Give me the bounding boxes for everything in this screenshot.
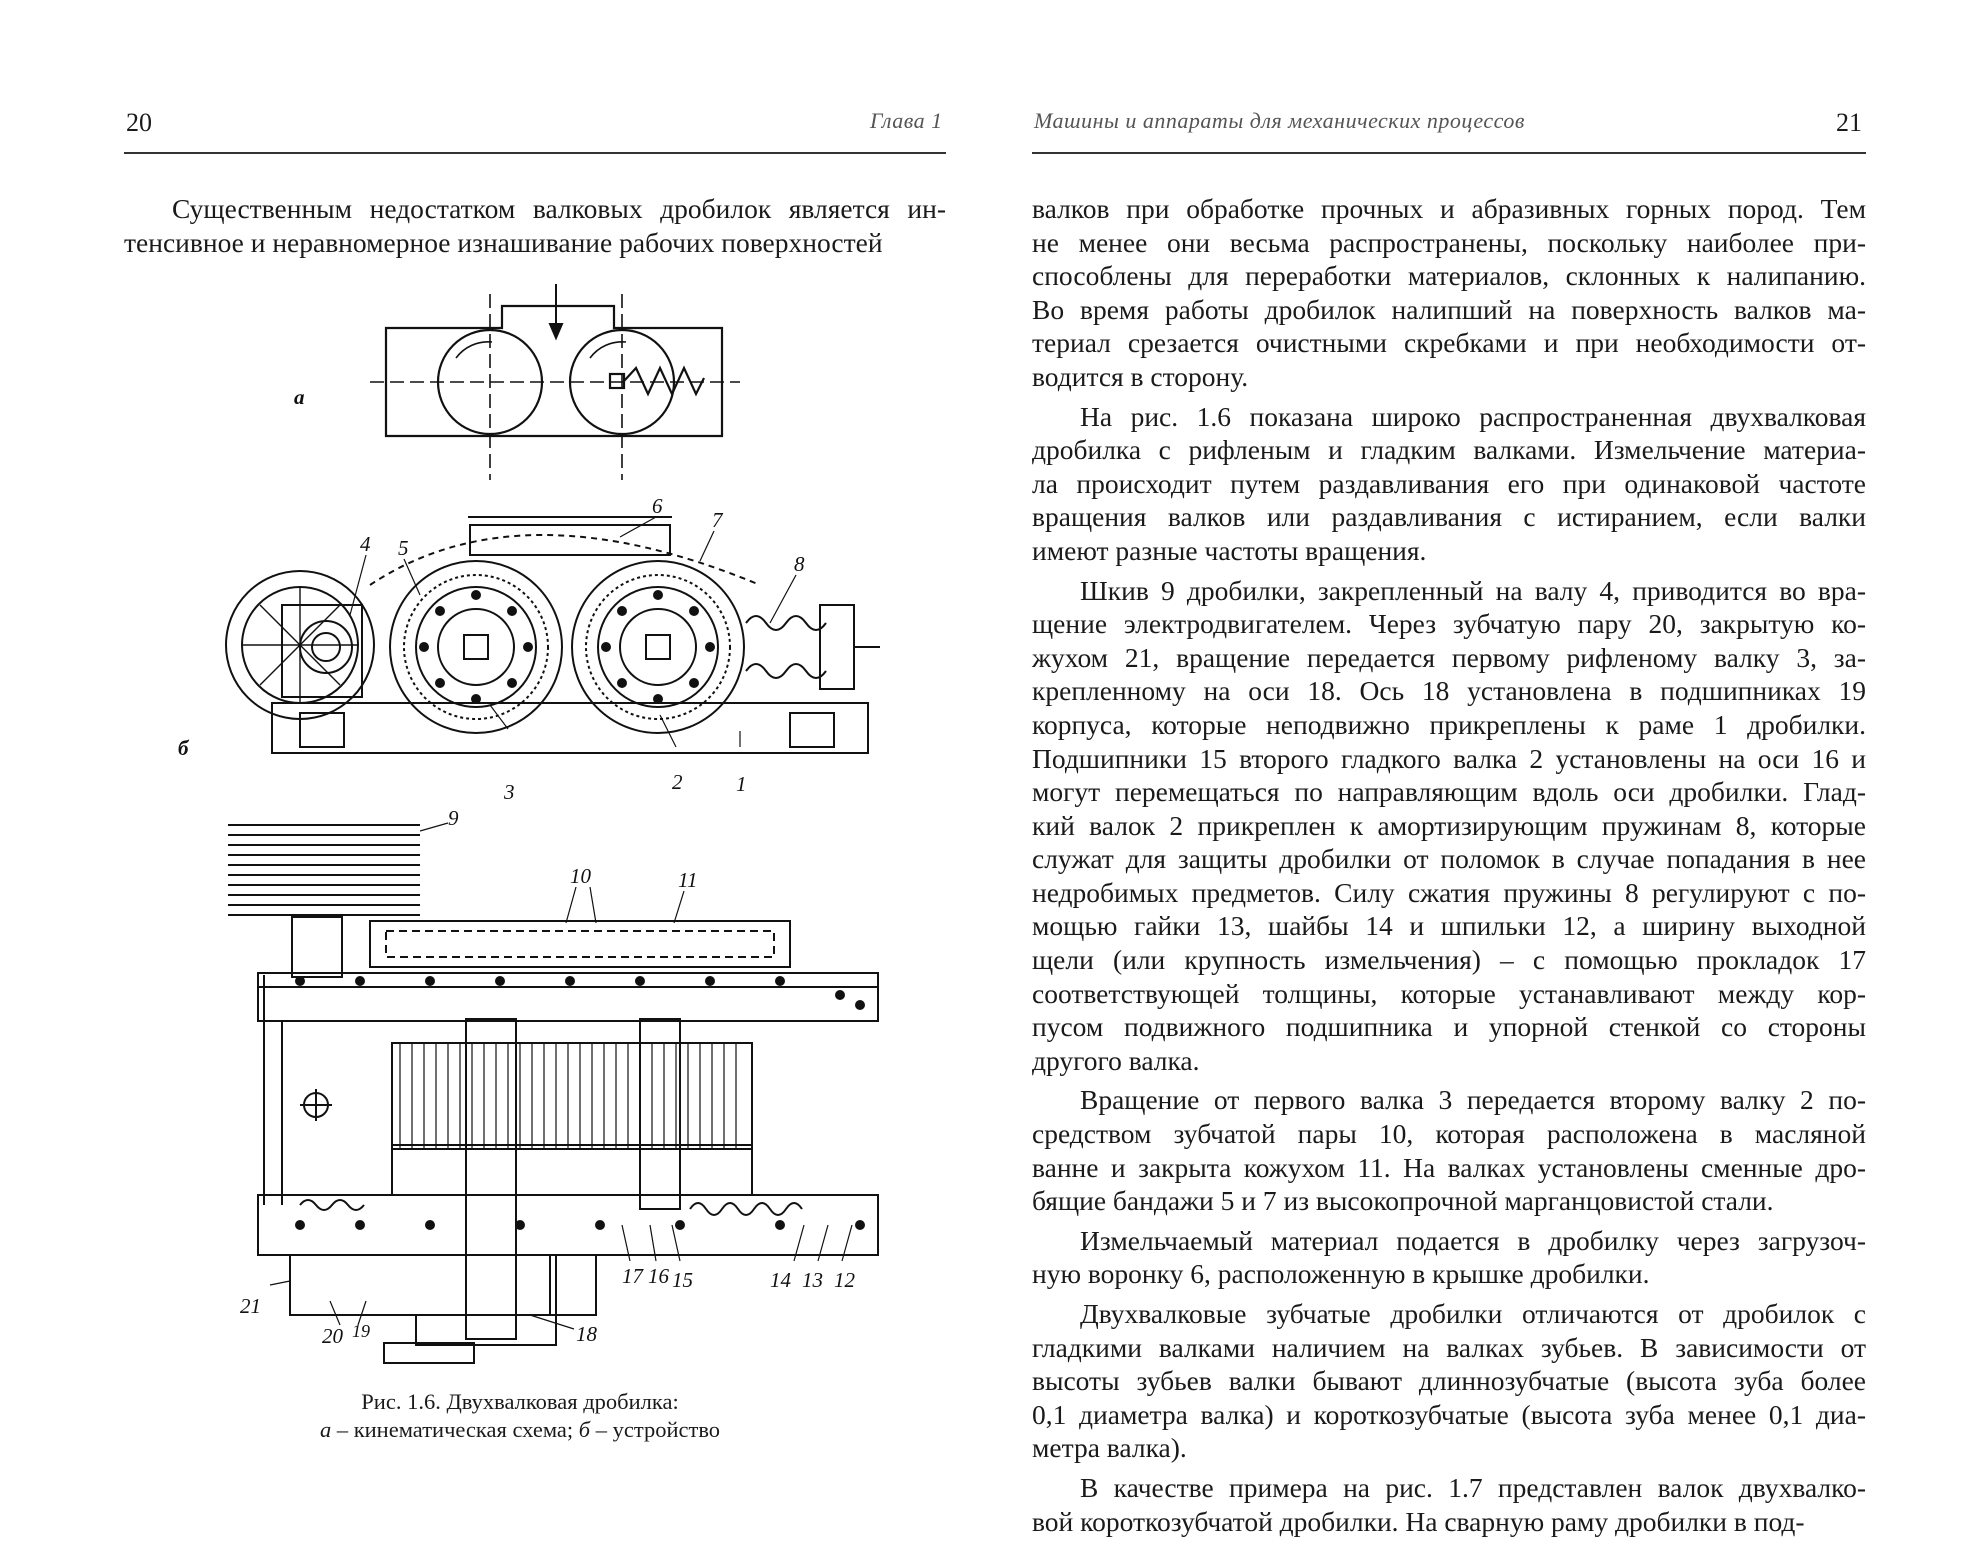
part-label-16: 16: [648, 1264, 669, 1288]
part-label-1: 1: [736, 772, 747, 796]
spring-zigzag: [624, 368, 704, 394]
part-label-21: 21: [240, 1294, 261, 1318]
cover-arc: [370, 535, 760, 585]
text-line: Двухвалковые зубчатые дробилки отличаются от дробилок с: [1080, 1298, 1866, 1329]
text-line: кий валок 2 прикреплен к амортизирующим пружинам 8, которые: [1032, 809, 1866, 841]
gear-cover-11: [370, 921, 790, 967]
text-line: служат для защиты дробилки от поломок в случае попадания в нее: [1032, 843, 1866, 875]
text-line: Шкив 9 дробилки, закрепленный на валу 4, приводится во вра-: [1080, 574, 1866, 606]
left-running-head: Глава 1: [870, 108, 943, 133]
text-line: ла происходит путем раздавливания его при одинаковой частоте: [1032, 467, 1866, 499]
part-label-5: 5: [398, 536, 409, 560]
caption-legend-b-letter: б: [578, 1417, 591, 1442]
part-label-17: 17: [622, 1264, 643, 1288]
text-line: высоты зубьев валки бывают длиннозубчатые (высота зуба более: [1032, 1365, 1866, 1397]
paragraph: [1032, 574, 1866, 1078]
text-line: вой короткозубчатой дробилки. На сварную раму дробилки в под-: [1032, 1505, 1805, 1537]
caption-title: Рис. 1.6. Двухвалковая дробилка:: [361, 1389, 679, 1414]
text-line: щение электродвигателем. Через зубчатую пару 20, закрытую ко-: [1032, 608, 1866, 640]
text-line: крепленному на оси 18. Ось 18 установлена в подшипниках 19: [1032, 675, 1866, 707]
text-line: териал срезается очистными скребками и при необходимости от-: [1032, 327, 1866, 359]
right-page: [982, 0, 1964, 1560]
pulley-grooves: [228, 825, 420, 915]
gear-pair-20: [290, 1255, 550, 1315]
part-label-7: 7: [712, 508, 723, 532]
text-line: способлены для переработки материалов, склонных к налипанию.: [1032, 260, 1866, 292]
part-label-15: 15: [672, 1268, 693, 1292]
figure-label-a: а: [294, 385, 305, 409]
part-label-19: 19: [352, 1321, 370, 1341]
text-line: Существенным недостатком валковых дробилок является ин-: [172, 193, 946, 224]
text-line: В качестве примера на рис. 1.7 представлен валок двухвалко-: [1080, 1471, 1866, 1503]
figure-b-front-view: [0, 495, 982, 815]
caption-legend-a-letter: а: [319, 1417, 332, 1442]
part-label-9: 9: [448, 806, 459, 830]
text-line: дробилка с рифленым и гладким валками. Измельчение материа-: [1032, 434, 1866, 466]
right-body-text: [1032, 192, 1866, 1538]
part-label-3: 3: [504, 780, 515, 804]
text-line: пусом подвижного подшипника и упорной стенкой со стороны: [1032, 1011, 1866, 1043]
part-label-12: 12: [834, 1268, 855, 1292]
text-line: корпуса, которые неподвижно прикреплены к раме 1 дробилки.: [1032, 708, 1866, 740]
text-line: ванне и закрыта кожухом 11. На валках установлены сменные дро-: [1032, 1151, 1866, 1183]
rolls-plan: [392, 1043, 752, 1149]
text-line: недробимых предметов. Силу сжатия пружины 8 регулируют с по-: [1032, 876, 1866, 908]
text-line: 0,1 диаметра валка) и короткозубчатые (высота зуба менее 0,1 диа-: [1032, 1398, 1866, 1430]
part-label-10: 10: [570, 864, 591, 888]
text-line: тенсивное и неравномерное изнашивание рабочих поверхностей: [124, 226, 883, 258]
text-line: не менее они весьма распространены, поскольку наиболее при-: [1032, 226, 1866, 258]
hopper: [470, 525, 670, 555]
left-header-rule: [124, 152, 946, 154]
spring-coil: [746, 616, 826, 630]
text-line: вращения валков или раздавливания с истиранием, если валки: [1032, 501, 1866, 533]
caption-legend-b-text: – устройство: [590, 1417, 721, 1442]
text-line: мощью гайки 13, шайбы 14 и шпильки 12, а ширину выходной: [1032, 910, 1866, 942]
text-line: имеют разные частоты вращения.: [1032, 534, 1427, 566]
part-label-4: 4: [360, 532, 371, 556]
paragraph: [1032, 400, 1866, 568]
paragraph: [1032, 1297, 1866, 1465]
paragraph: [1032, 1471, 1866, 1538]
part-label-20: 20: [322, 1324, 343, 1348]
text-line: бящие бандажи 5 и 7 из высокопрочной марганцовистой стали.: [1032, 1185, 1774, 1217]
part-label-2: 2: [672, 770, 683, 794]
text-line: Во время работы дробилок налипший на поверхность валков ма-: [1032, 293, 1866, 325]
text-line: Измельчаемый материал подается в дробилку через загрузоч-: [1080, 1224, 1866, 1256]
text-line: другого валка.: [1032, 1044, 1200, 1076]
caption-legend-a-text: – кинематическая схема;: [331, 1417, 579, 1442]
text-line: средством зубчатой пары 10, которая расположена в масляной: [1032, 1118, 1866, 1150]
part-label-18: 18: [576, 1322, 597, 1346]
figure-label-b: б: [178, 736, 189, 760]
right-page-number: 21: [1836, 108, 1862, 137]
caption-legend: [200, 1416, 840, 1444]
paragraph: [1032, 1224, 1866, 1291]
text-line: Подшипники 15 второго гладкого валка 2 установлены на оси 16 и: [1032, 742, 1866, 774]
part-label-14: 14: [770, 1268, 791, 1292]
text-line: Вращение от первого валка 3 передается второму валку 2 по-: [1080, 1084, 1866, 1116]
text-line: водится в сторону.: [1032, 360, 1249, 392]
text-line: гладкими валками наличием на валках зубьев. В зависимости от: [1032, 1331, 1866, 1363]
right-running-head: Машины и аппараты для механических процессов: [1034, 108, 1525, 133]
paragraph: [1032, 1083, 1866, 1217]
paragraph: [1032, 192, 1866, 394]
figure-b-plan-view: [0, 805, 982, 1365]
left-page-number: 20: [126, 108, 152, 137]
part-label-11: 11: [678, 868, 698, 892]
part-label-13: 13: [802, 1268, 823, 1292]
shaft-16: [640, 1019, 680, 1209]
part-label-6: 6: [652, 495, 663, 518]
text-line: метра валка).: [1032, 1432, 1187, 1464]
text-line: могут перемещаться по направляющим вдоль оси дробилки. Глад-: [1032, 776, 1866, 808]
figure-caption: [200, 1388, 840, 1444]
text-line: На рис. 1.6 показана широко распространенная двухвалковая: [1080, 400, 1866, 432]
right-header-rule: [1032, 152, 1866, 154]
figure-a-kinematic-scheme: [0, 280, 982, 500]
frame-base: [272, 703, 868, 753]
text-line: ную воронку 6, расположенную в крышке дробилки.: [1032, 1258, 1650, 1290]
text-line: щели (или крупность измельчения) – с помощью прокладок 17: [1032, 944, 1866, 976]
part-label-8: 8: [794, 552, 805, 576]
left-intro-paragraph: [124, 192, 946, 259]
text-line: соответствующей толщины, которые устанавливают между кор-: [1032, 977, 1866, 1009]
text-line: валков при обработке прочных и абразивных горных пород. Тем: [1032, 193, 1866, 224]
text-line: жухом 21, вращение передается первому рифленому валку 3, за-: [1032, 641, 1866, 673]
